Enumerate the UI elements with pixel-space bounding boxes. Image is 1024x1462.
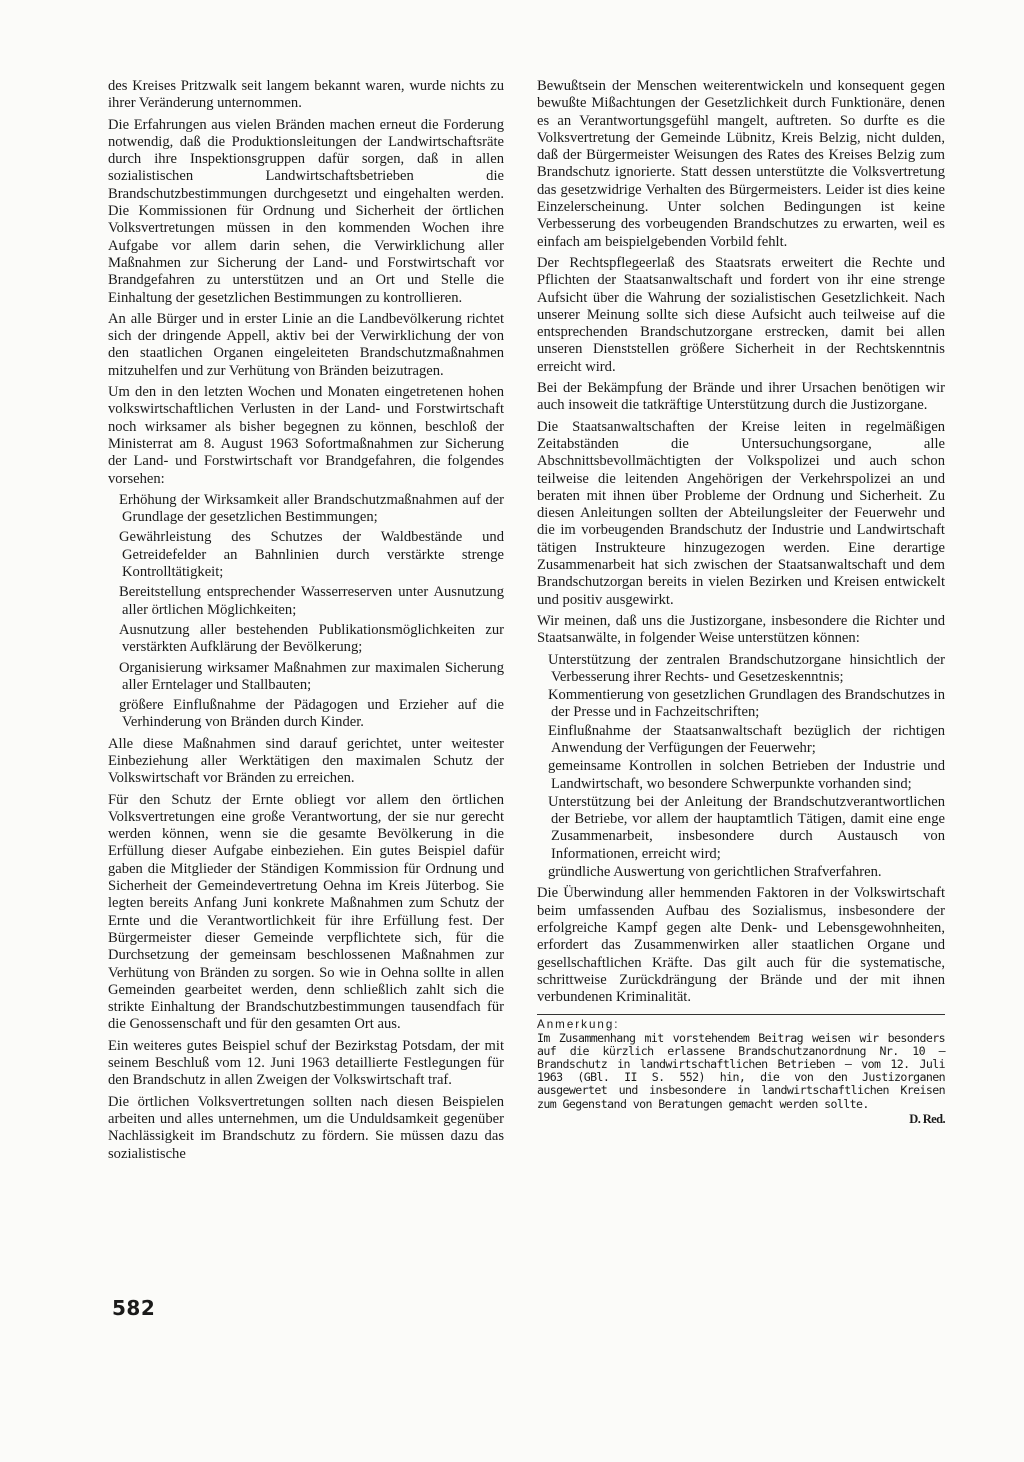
paragraph: Alle diese Maßnahmen sind darauf gerichtet, unter weitester Einbeziehung aller Werktätigen den maximalen Schutz der Volkswirtschaft vor Bränden zu erreichen. bbox=[108, 735, 504, 787]
paragraph: Die Überwindung aller hemmenden Faktoren in der Volkswirtschaft beim umfassenden Aufbau des Sozialismus, insbesondere der erfolgreiche Kampf gegen alte Denk- und Lebensgewohnheiten, erfordert das Zusammenwirken aller staatlichen Organe und gesellschaftlichen Kräfte. Das gilt auch für die systematische, schrittweise Zurückdrängung der Brände und der mit ihnen verbundenen Kriminalität. bbox=[537, 885, 945, 1006]
list-item: Unterstützung bei der Anleitung der Brandschutzverantwortlichen der Betriebe, vor allem der hauptamtlich Tätigen, damit eine enge Zusammenarbeit, insbesondere durch Austausch von Informationen, erreicht wird; bbox=[548, 793, 945, 862]
paragraph: Ein weiteres gutes Beispiel schuf der Bezirkstag Potsdam, der mit seinem Beschluß vom 12. Juni 1963 detaillierte Festlegungen für den Brandschutz in allen Zweigen der Volkswirtschaft traf. bbox=[108, 1037, 504, 1089]
list-item: Kommentierung von gesetzlichen Grundlagen des Brandschutzes in der Presse und in Fachzeitschriften; bbox=[548, 687, 945, 721]
support-list bbox=[537, 652, 945, 882]
list-item: größere Einflußnahme der Pädagogen und Erzieher auf die Verhinderung von Bränden durch Kinder. bbox=[119, 697, 504, 731]
note-signature: D. Red. bbox=[909, 1111, 945, 1126]
paragraph: An alle Bürger und in erster Linie an die Landbevölkerung richtet sich der dringende Appell, aktiv bei der Verwirklichung der von den staatlichen Organen eingeleiteten Brandschutzmaßnahmen mitzuhelfen und zur Verhütung von Bränden beizutragen. bbox=[108, 310, 504, 379]
left-column bbox=[108, 78, 504, 1167]
note-title: Anmerkung: bbox=[537, 1018, 620, 1032]
paragraph: Die örtlichen Volksvertretungen sollten nach diesen Beispielen arbeiten und alles unternehmen, um die Unduldsamkeit gegenüber Nachlässigkeit im Brandschutz zu fördern. Sie müssen dazu das sozialistische bbox=[108, 1093, 504, 1162]
list-item: gemeinsame Kontrollen in solchen Betrieben der Industrie und Landwirtschaft, wo besondere Schwerpunkte vorhanden sind; bbox=[548, 758, 945, 792]
paragraph: Der Rechtspflegeerlaß des Staatsrats erweitert die Rechte und Pflichten der Staatsanwaltschaft und fordert von ihr eine strenge Aufsicht über die Wahrung der sozialistischen Gesetzlichkeit. Nach unserer Meinung sollte sich diese Aufsicht auch teilweise auf die entsprechenden Brandschutzorgane erstrecken, damit bei allen unseren Dienststellen größere Sicherheit in der Rechtskenntnis erreicht wird. bbox=[537, 254, 945, 375]
list-item: Erhöhung der Wirksamkeit aller Brandschutzmaßnahmen auf der Grundlage der gesetzlichen Bestimmungen; bbox=[119, 491, 504, 526]
paragraph: Bei der Bekämpfung der Brände und ihrer Ursachen benötigen wir auch insoweit die tatkräftige Unterstützung durch die Justizorgane. bbox=[537, 380, 945, 414]
paragraph: des Kreises Pritzwalk seit langem bekannt waren, wurde nichts zu ihrer Veränderung unternommen. bbox=[108, 78, 504, 112]
paragraph: Die Erfahrungen aus vielen Bränden machen erneut die Forderung notwendig, daß die Produktionsleitungen der Landwirtschaftsräte durch ihre Inspektionsgruppen dafür sorgen, daß in allen sozialistischen Landwirtschaftsbetrieben die Brandschutzbestimmungen durchgesetzt und eingehalten werden. Die Kommissionen für Ordnung und Sicherheit der örtlichen Volksvertretungen müssen in den kommenden Wochen ihre Aufgabe vor allem darin sehen, die Verwirklichung aller Maßnahmen zur Sicherung der Land- und Forstwirtschaft vor Brandgefahren zu unterstützen und an Ort und Stelle die Einhaltung der gesetzlichen Bestimmungen zu kontrollieren. bbox=[108, 116, 504, 306]
list-item: gründliche Auswertung von gerichtlichen Strafverfahren. bbox=[548, 864, 882, 881]
paragraph: Bewußtsein der Menschen weiterentwickeln und konsequent gegen bewußte Mißachtungen der Gesetzlichkeit durch Funktionäre, denen es an Verantwortungsgefühl mangelt, auftreten. So durfte es die Volksvertretung der Gemeinde Lübnitz, Kreis Belzig, nicht dulden, daß der Bürgermeister Weisungen des Rates des Kreises Belzig zum Brandschutz ignorierte. Statt dessen unterstützte die Volksvertretung das gesetzwidrige Verhalten des Bürgermeisters. Leider ist dies keine Einzelerscheinung. Unter solchen Bedingungen ist keine Verbesserung des vorbeugenden Brandschutzes zu erwarten, weil es einfach am beispielgebenden Vorbild fehlt. bbox=[537, 78, 945, 250]
measures-list bbox=[108, 492, 504, 732]
note-text: Im Zusammenhang mit vorstehendem Beitrag weisen wir besonders auf die kürzlich erlassene Brandschutzanordnung Nr. 10 – Brandschutz in landwirtschaftlichen Betrieben – vom 12. Juli 1963 (GBl. II S. 552) hin, die von den Justizorganen ausgewertet und insbesondere in landwirtschaftlichen Kreisen zum Gegenstand von Beratungen gemacht werden sollte. bbox=[537, 1030, 945, 1111]
paragraph: Wir meinen, daß uns die Justizorgane, insbesondere die Richter und Staatsanwälte, in folgender Weise unterstützen können: bbox=[537, 612, 945, 647]
paragraph: Um den in den letzten Wochen und Monaten eingetretenen hohen volkswirtschaftlichen Verlusten in der Land- und Forstwirtschaft noch wirksamer als bisher begegnen zu können, beschloß der Ministerrat am 8. August 1963 Sofortmaßnahmen zur Sicherung der Land- und Forstwirtschaft vor Brandgefahren, die folgendes vorsehen: bbox=[108, 384, 504, 487]
list-item: Gewährleistung des Schutzes der Waldbestände und Getreidefelder an Bahnlinien durch verstärkte strenge Kontrolltätigkeit; bbox=[119, 529, 504, 581]
paragraph: Für den Schutz der Ernte obliegt vor allem den örtlichen Volksvertretungen eine große Verantwortung, der sie nur gerecht werden können, wenn sie die gesamte Bevölkerung in die Erfüllung dieser Aufgabe einbeziehen. Ein gutes Beispiel dafür gaben die Mitglieder der Ständigen Kommission für Ordnung und Sicherheit der Gemeindevertretung Oehna im Kreis Jüterbog. Sie legten bereits Anfang Juni konkrete Maßnahmen zum Schutz der Ernte und die Verantwortlichkeit für ihre Erfüllung fest. Der Bürgermeister dieser Gemeinde verpflichtete sich, für die Durchsetzung der gemeinsam beschlossenen Maßnahmen zur Verhütung von Bränden zu sorgen. So wie in Oehna sollte in allen Gemeinden gearbeitet werden, denn schließlich zahlt sich die strikte Einhaltung der Brandschutzbestimmungen tausendfach für die Genossenschaft und für den gesamten Ort aus. bbox=[108, 791, 504, 1033]
right-column bbox=[537, 78, 945, 1126]
list-item: Unterstützung der zentralen Brandschutzorgane hinsichtlich der Verbesserung ihrer Rechts- und Gesetzeskenntnis; bbox=[548, 651, 945, 685]
list-item: Ausnutzung aller bestehenden Publikationsmöglichkeiten zur verstärkten Aufklärung der Bevölkerung; bbox=[119, 621, 504, 656]
list-item: Einflußnahme der Staatsanwaltschaft bezüglich der richtigen Anwendung der Verfügungen der Feuerwehr; bbox=[548, 722, 945, 756]
list-item: Organisierung wirksamer Maßnahmen zur maximalen Sicherung aller Erntelager und Stallbauten; bbox=[119, 659, 504, 693]
paragraph: Die Staatsanwaltschaften der Kreise leiten in regelmäßigen Zeitabständen die Untersuchungsorgane, alle Abschnittsbevollmächtigten der Volkspolizei und auch schon teilweise die leitenden Angehörigen der Verkehrspolizei an und beraten mit ihnen über Probleme der Ordnung und Sicherheit. Zu diesen Anleitungen sollten der Abteilungsleiter der Feuerwehr und die im vorbeugenden Brandschutz der Industrie und Landwirtschaft tätigen Instrukteure hinzugezogen werden. Eine derartige Zusammenarbeit hat sich zwischen der Staatsanwaltschaft und dem Brandschutzorgan bereits in vielen Bezirken und Kreisen entwickelt und positiv ausgewirkt. bbox=[537, 418, 945, 608]
page-number: 582 bbox=[112, 1296, 156, 1320]
editorial-note bbox=[537, 1014, 945, 1126]
list-item: Bereitstellung entsprechender Wasserreserven unter Ausnutzung aller örtlichen Möglichkeiten; bbox=[119, 584, 504, 618]
